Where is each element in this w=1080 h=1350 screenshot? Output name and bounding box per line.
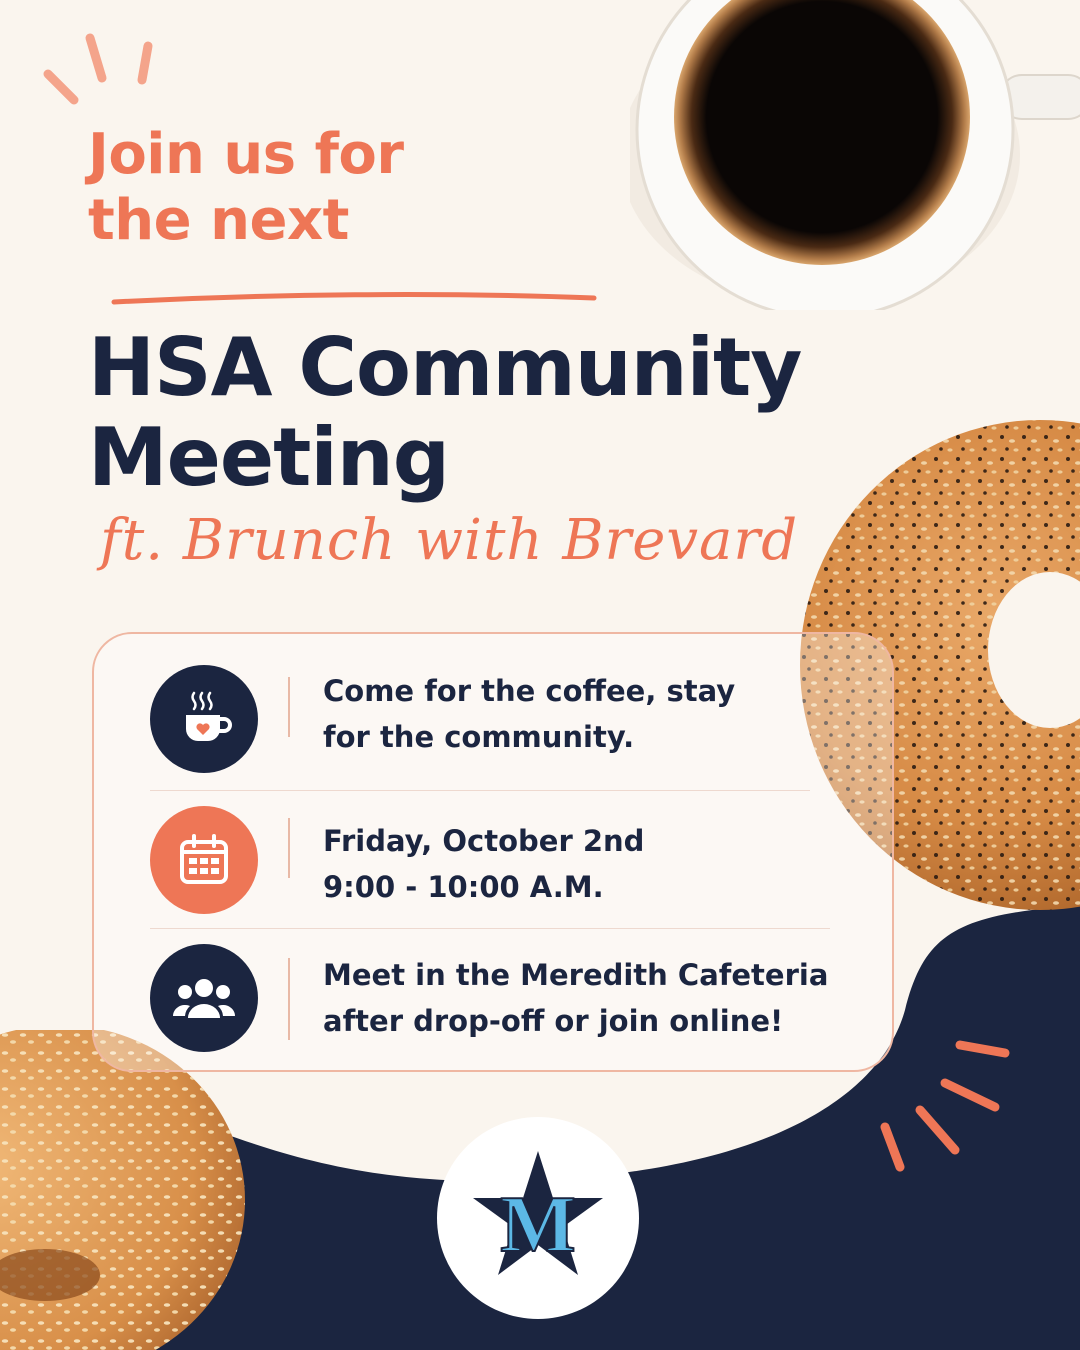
people-group-icon [150,944,258,1052]
accent-underline [110,288,600,308]
intro-line-2: the next [88,188,349,253]
title-line-1: HSA Community [88,321,802,414]
calendar-icon [150,806,258,914]
school-logo [437,1117,639,1319]
row-divider [288,958,290,1040]
star-m-logo [463,1143,613,1293]
separator [150,928,830,929]
event-time: 9:00 - 10:00 A.M. [323,870,604,904]
tagline-line-2: for the community. [323,720,635,754]
sparkle-lines-bottom-right [875,1035,1015,1175]
location-line-2: after drop-off or join online! [323,1004,784,1038]
intro-line-1: Join us for [88,122,404,187]
info-item-date [323,818,644,910]
coffee-cup-photo [630,0,1080,310]
title-line-2: Meeting [88,411,450,504]
svg-text:M: M [500,1181,576,1269]
event-date: Friday, October 2nd [323,824,645,858]
sesame-bagel-photo [0,1030,250,1350]
row-divider [288,677,290,737]
intro-heading [88,122,404,254]
page-title [88,323,801,503]
sparkle-lines-top-left [38,30,168,110]
coffee-cup-heart-icon [150,665,258,773]
info-item-location [323,952,828,1044]
location-line-1: Meet in the Meredith Cafeteria [323,958,829,992]
info-item-tagline [323,668,735,760]
tagline-line-1: Come for the coffee, stay [323,674,736,708]
row-divider [288,818,290,878]
subtitle-script: ft. Brunch with Brevard [100,508,799,573]
separator [150,790,810,791]
